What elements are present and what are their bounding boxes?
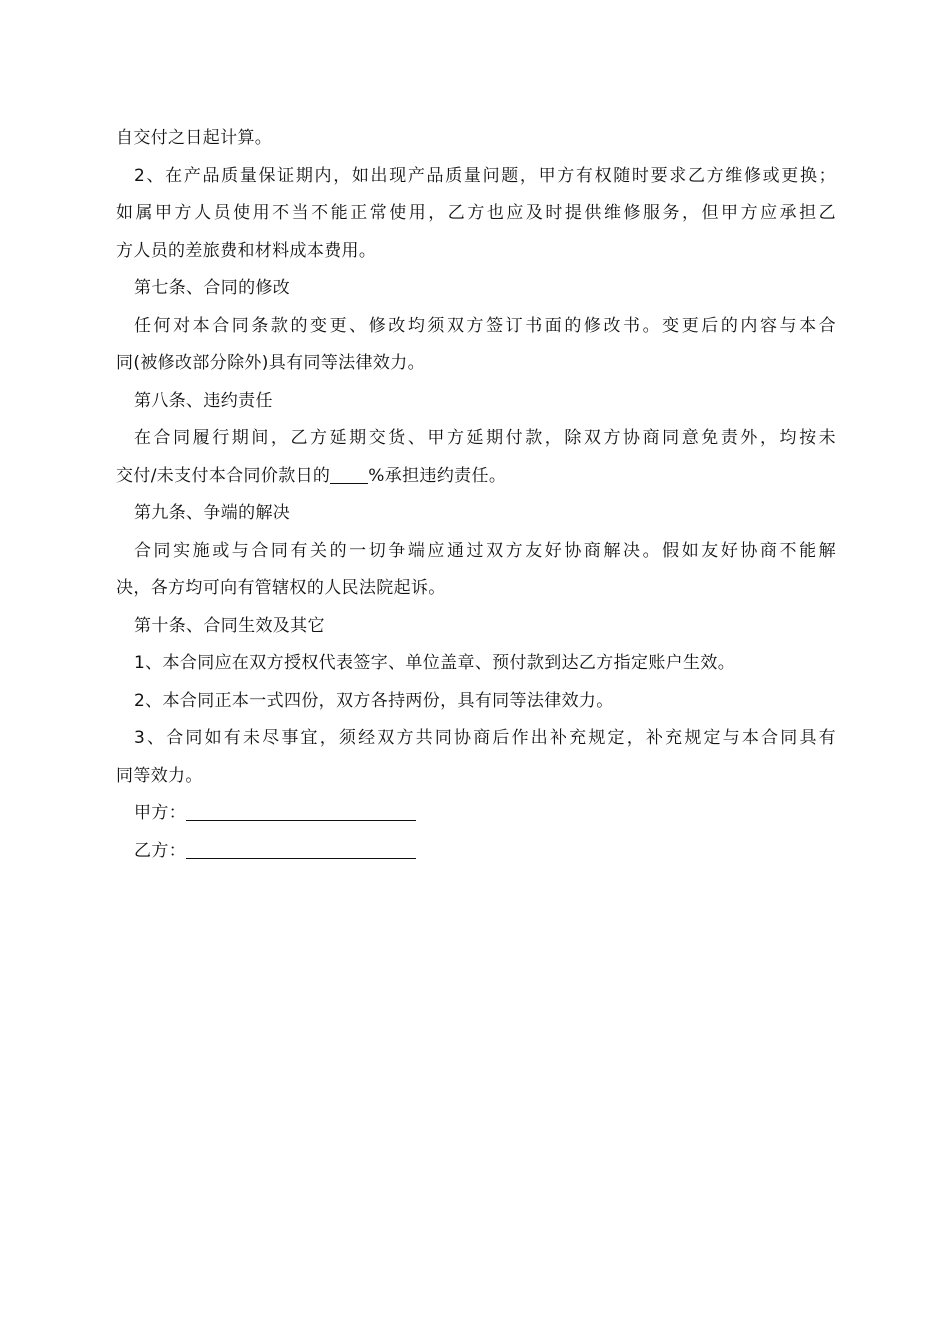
article-9-line-1: 合同实施或与合同有关的一切争端应通过双方友好协商解决。假如友好协商不能解 xyxy=(134,540,836,561)
article-9-heading: 第九条、争端的解决 xyxy=(134,503,291,523)
percentage-blank[interactable] xyxy=(330,465,368,484)
article-7-line-2: 同(被修改部分除外)具有同等法律效力。 xyxy=(116,353,425,373)
article-10-item-3-line-2: 同等效力。 xyxy=(116,765,203,786)
article-8-line-1: 在合同履行期间，乙方延期交货、甲方延期付款，除双方协商同意免责外，均按未 xyxy=(134,428,836,448)
section-6-tail-line: 自交付之日起计算。 xyxy=(116,128,273,148)
article-8-line-2-after: %承担违约责任。 xyxy=(368,465,507,486)
contract-body xyxy=(116,120,836,870)
article-7-heading: 第七条、合同的修改 xyxy=(134,278,291,298)
article-10-heading: 第十条、合同生效及其它 xyxy=(134,615,325,636)
party-b-signature-blank[interactable] xyxy=(186,840,416,859)
article-10-item-1: 1、本合同应在双方授权代表签字、单位盖章、预付款到达乙方指定账户生效。 xyxy=(134,653,736,673)
article-9-line-2: 决，各方均可向有管辖权的人民法院起诉。 xyxy=(116,578,446,598)
party-a-signature-blank[interactable] xyxy=(186,802,416,821)
article-10-item-3-line-1: 3、合同如有未尽事宜，须经双方共同协商后作出补充规定，补充规定与本合同具有 xyxy=(134,728,836,748)
article-7-line-1: 任何对本合同条款的变更、修改均须双方签订书面的修改书。变更后的内容与本合 xyxy=(134,315,836,336)
clause-6-2-line-2: 如属甲方人员使用不当不能正常使用，乙方也应及时提供维修服务，但甲方应承担乙 xyxy=(116,203,836,223)
article-8-line-2-before: 交付/未支付本合同价款日的 xyxy=(116,465,331,486)
party-a-label: 甲方： xyxy=(134,803,187,823)
article-8-line-2 xyxy=(116,458,836,496)
article-8-heading: 第八条、违约责任 xyxy=(134,390,273,411)
article-10-item-2: 2、本合同正本一式四份，双方各持两份，具有同等法律效力。 xyxy=(134,690,614,711)
party-b-signature-line xyxy=(116,833,836,871)
clause-6-2-line-3: 方人员的差旅费和材料成本费用。 xyxy=(116,240,377,261)
party-a-signature-line xyxy=(116,795,836,833)
party-b-label: 乙方： xyxy=(134,840,187,861)
clause-6-2-line-1: 2、在产品质量保证期内，如出现产品质量问题，甲方有权随时要求乙方维修或更换； xyxy=(134,165,836,186)
